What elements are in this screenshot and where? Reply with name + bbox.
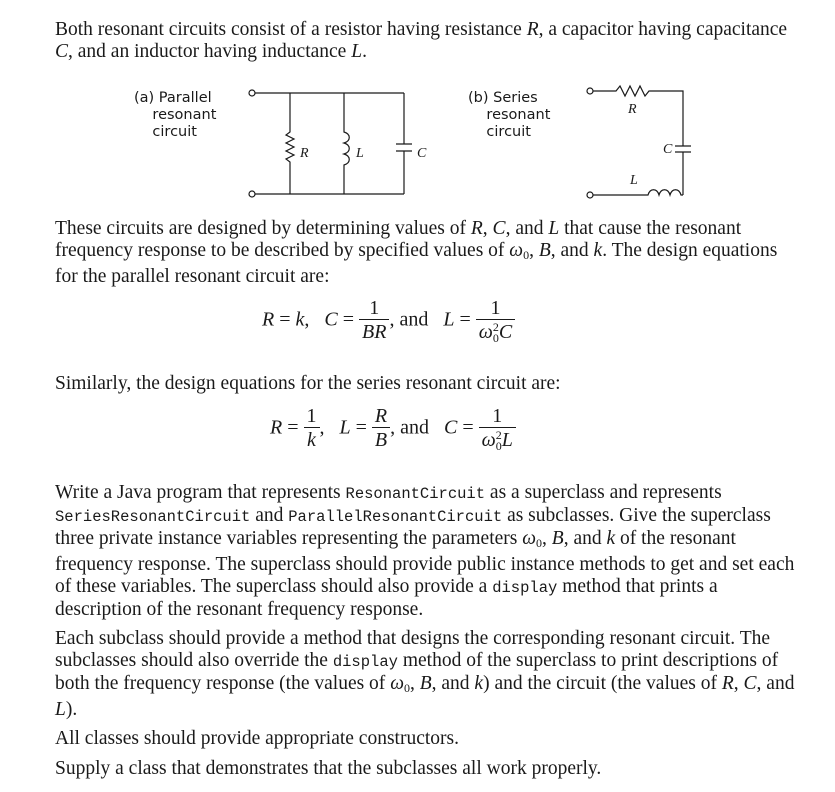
var-L: L — [548, 218, 560, 239]
var-B: B — [419, 673, 432, 694]
eq-C: C — [324, 308, 338, 331]
numerator: R — [372, 405, 390, 428]
subclass-paragraph — [55, 628, 795, 721]
design-text: that cause the resonant frequency response to be described by specified values of — [55, 218, 742, 261]
var-omega: ω — [509, 240, 524, 261]
task-text: as subclasses. Give the superclass three private instance variables representing the parameters — [55, 505, 771, 549]
intro-text: , and an inductor having inductance — [68, 41, 352, 62]
denominator — [476, 320, 515, 344]
parallel-circuit-label: (a) Parallel resonant circuit — [134, 90, 217, 140]
var-L: L — [351, 41, 363, 62]
series-intro: Similarly, the design equations for the series resonant circuit are: — [55, 373, 561, 394]
and-text: , and — [431, 673, 475, 694]
separator: , — [319, 416, 340, 439]
denominator: B — [374, 429, 388, 452]
numerator: 1 — [479, 405, 516, 428]
subclass-text: method of the superclass to print descriptions of both the frequency response (the values of — [55, 650, 779, 694]
omega-subscript: 0 — [536, 536, 543, 550]
series-design-equations — [270, 405, 516, 452]
series-capacitor — [675, 146, 691, 195]
and-text: , and — [505, 218, 549, 239]
equals: = — [350, 416, 372, 439]
eq-L: L — [339, 416, 351, 439]
series-circuit-label: (b) Series resonant circuit — [468, 90, 551, 140]
design-paragraph — [55, 218, 795, 288]
comma: , — [542, 528, 552, 549]
eq-L: L — [501, 429, 513, 451]
demo-line: Supply a class that demonstrates that the subclasses all work properly. — [55, 758, 602, 779]
separator: , and — [390, 416, 445, 439]
fraction-1-over-w0sqL — [479, 405, 516, 452]
intro-text: . — [362, 41, 367, 62]
series-inductor — [593, 190, 683, 195]
omega-subscript: 0 — [403, 681, 410, 695]
var-B: B — [538, 240, 551, 261]
separator: , — [304, 308, 325, 331]
parallel-L-label: L — [356, 146, 364, 161]
subclass-text: ) and the circuit (the values of — [483, 673, 722, 694]
code-ParallelResonantCircuit: ParallelResonantCircuit — [288, 508, 503, 526]
eq-R: R — [270, 416, 283, 439]
comma: , — [482, 218, 493, 239]
var-C: C — [55, 41, 69, 62]
fraction-1-over-BR — [359, 297, 389, 344]
subscript-0: 0 — [495, 439, 502, 454]
numerator: 1 — [304, 405, 320, 428]
var-C: C — [743, 673, 757, 694]
var-k: k — [593, 240, 603, 261]
parallel-R-label: R — [300, 146, 309, 161]
var-omega: ω — [522, 528, 537, 549]
denominator: BR — [362, 321, 387, 344]
task-text: Write a Java program that represents — [55, 482, 346, 503]
eq-C: C — [498, 321, 513, 343]
equals: = — [282, 416, 304, 439]
design-text: . The design equations for the parallel resonant circuit are: — [55, 240, 778, 287]
numerator: 1 — [476, 297, 515, 320]
separator: , and — [389, 308, 444, 331]
omega: ω — [478, 321, 493, 343]
var-L: L — [55, 699, 66, 720]
and-text: , and — [563, 528, 607, 549]
equals: = — [454, 308, 476, 331]
equals: = — [274, 308, 296, 331]
eq-C: C — [444, 416, 458, 439]
subclass-text: ). — [65, 699, 78, 720]
code-display: display — [332, 653, 398, 671]
denominator — [479, 428, 516, 452]
parallel-design-equations — [262, 297, 515, 344]
and-text: , and — [756, 673, 795, 694]
fraction-1-over-w0sqC — [476, 297, 515, 344]
equals: = — [337, 308, 360, 331]
subclass-text: Each subclass should provide a method that designs the corresponding resonant circuit. The subclasses should also override the — [55, 628, 771, 671]
series-circuit-diagram — [0, 0, 835, 210]
numerator: 1 — [359, 297, 389, 320]
task-text: and — [250, 505, 289, 526]
var-R: R — [721, 673, 734, 694]
series-R-label: R — [628, 102, 637, 117]
series-top-terminal — [587, 88, 593, 94]
var-k: k — [474, 673, 484, 694]
eq-R: R — [262, 308, 275, 331]
var-R: R — [526, 19, 539, 40]
parallel-C-label: C — [417, 146, 427, 161]
series-C-label: C — [663, 142, 673, 157]
var-k: k — [606, 528, 616, 549]
omega-subscript: 0 — [523, 248, 530, 262]
series-L-label: L — [630, 173, 638, 188]
eq-L: L — [443, 308, 455, 331]
series-resistor — [593, 86, 683, 146]
and-text: , and — [550, 240, 594, 261]
task-paragraph — [55, 482, 795, 621]
intro-text: Both resonant circuits consist of a resistor having resistance — [55, 19, 527, 40]
denominator: k — [307, 429, 316, 452]
comma: , — [529, 240, 539, 261]
comma: , — [409, 673, 420, 694]
code-ResonantCircuit: ResonantCircuit — [345, 485, 486, 503]
code-SeriesResonantCircuit: SeriesResonantCircuit — [55, 508, 251, 526]
var-C: C — [492, 218, 506, 239]
code-display: display — [492, 579, 558, 597]
task-text: of the resonant frequency response. The superclass should provide public instance methods to get and set each of these variables. The superclass should also provide a — [55, 528, 795, 597]
eq-k: k — [295, 308, 305, 331]
fraction-R-over-B — [372, 405, 390, 452]
design-text: These circuits are designed by determining values of — [55, 218, 471, 239]
task-text: as a superclass and represents — [485, 482, 722, 503]
comma: , — [733, 673, 744, 694]
series-bottom-terminal — [587, 192, 593, 198]
var-omega: ω — [390, 673, 404, 694]
task-text: method that prints a description of the resonant frequency response. — [55, 576, 718, 620]
intro-text: , a capacitor having capacitance — [538, 19, 788, 40]
subscript-0: 0 — [492, 331, 499, 346]
var-B: B — [551, 528, 564, 549]
superscript-2: 2 — [495, 428, 502, 443]
fraction-1-over-k — [304, 405, 320, 452]
constructors-line: All classes should provide appropriate constructors. — [55, 728, 459, 749]
var-R: R — [470, 218, 483, 239]
omega: ω — [481, 429, 496, 451]
equals: = — [457, 416, 479, 439]
superscript-2: 2 — [492, 320, 499, 335]
